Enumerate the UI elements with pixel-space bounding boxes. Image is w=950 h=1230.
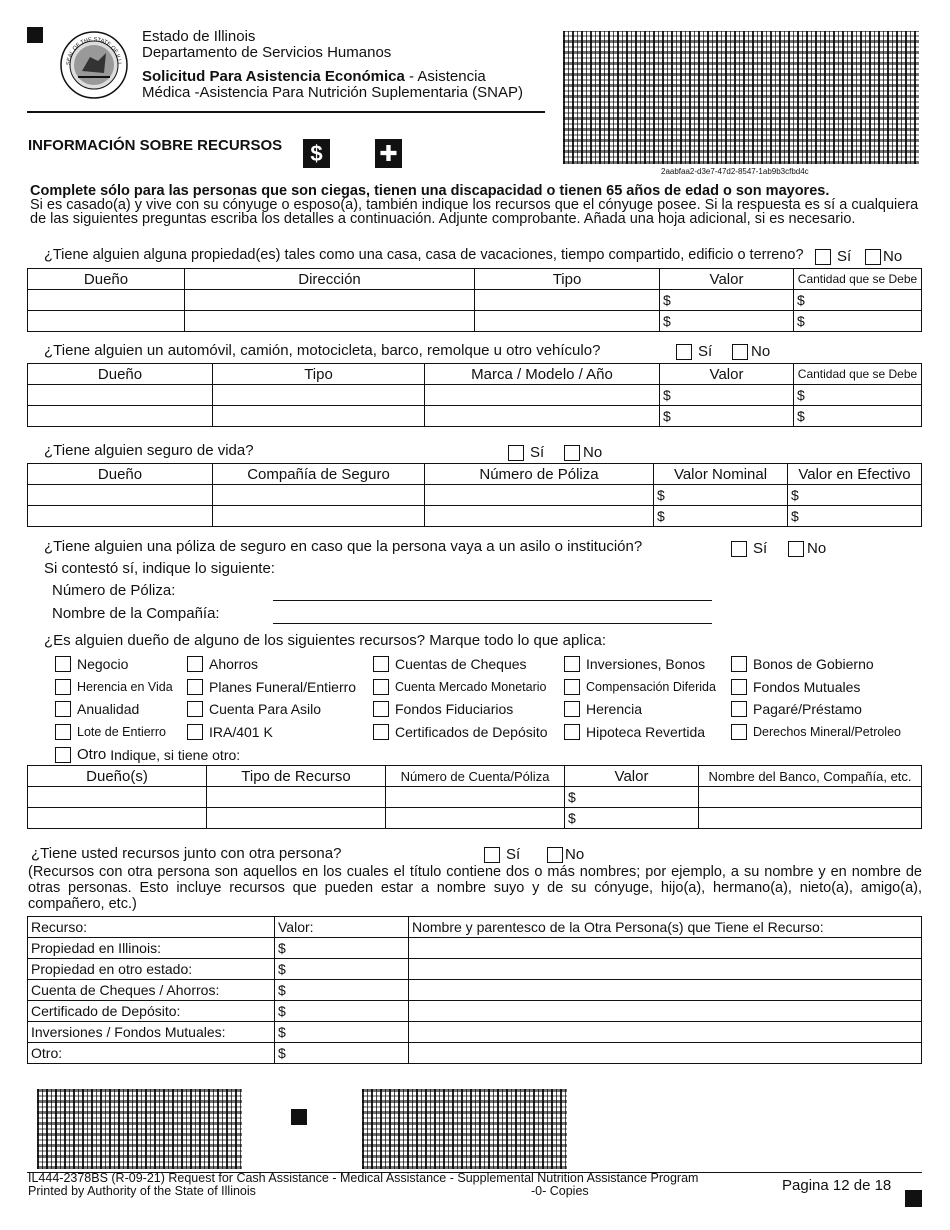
cell[interactable] [386,787,565,808]
resource-option[interactable] [731,724,901,740]
cell[interactable] [409,1043,922,1064]
state-seal-icon [60,31,128,99]
yes-label: Sí [698,343,713,360]
col-header: Nombre del Banco, Compañía, etc. [699,766,922,787]
cell[interactable] [185,290,475,311]
resource-option[interactable] [373,724,548,740]
bottom-barcode-right [362,1089,567,1169]
table-row [28,485,922,506]
cell[interactable] [425,406,660,427]
cell[interactable] [475,290,660,311]
col-header: Valor [565,766,699,787]
option-label: Negocio [77,656,129,672]
resource-option-other[interactable] [55,746,240,763]
intro-text [30,184,922,226]
corner-mark-top-left [27,27,43,43]
nursing-yes[interactable] [731,540,767,557]
cell[interactable] [185,311,475,332]
no-label: No [883,248,903,265]
cell[interactable] [213,506,425,527]
vehicle-yes[interactable] [676,343,712,360]
option-label: Otro [77,746,107,763]
cell[interactable]: $ [660,406,794,427]
checkbox[interactable] [55,656,71,672]
table-row [28,290,922,311]
checkbox[interactable] [676,344,692,360]
nursing-if-yes: Si contestó sí, indique lo siguiente: [44,560,275,577]
table-row [28,808,922,829]
policy-number-field[interactable] [273,600,712,601]
col-header: Número de Cuenta/Póliza [386,766,565,787]
checkbox[interactable] [55,701,71,717]
option-label: Ahorros [209,656,259,672]
option-label: Fondos Fiduciarios [395,701,514,717]
cell[interactable] [409,980,922,1001]
header-title-bold: Solicitud Para Asistencia Económica [142,68,405,85]
checkbox[interactable] [373,679,389,695]
cell[interactable]: $ [794,311,922,332]
cell[interactable] [409,1001,922,1022]
checkbox[interactable] [564,701,580,717]
other-note: Indique, si tiene otro: [110,746,241,763]
table-row [28,1001,922,1022]
joint-no[interactable] [547,846,584,863]
property-question: ¿Tiene alguien alguna propiedad(es) tales como una casa, casa de vacaciones, tiempo compartido, edificio o terreno? [44,247,804,263]
checkbox[interactable] [564,656,580,672]
checkbox[interactable] [564,679,580,695]
vehicle-table [27,363,922,427]
cell[interactable]: $ [275,1043,409,1064]
checkbox[interactable] [732,344,748,360]
resources-table [27,765,922,829]
cell[interactable] [28,485,213,506]
cell[interactable]: $ [794,290,922,311]
checkbox[interactable] [547,847,563,863]
joint-table [27,916,922,1064]
table-row [28,959,922,980]
cell[interactable] [28,808,207,829]
option-label: Hipoteca Revertida [586,724,706,740]
cell[interactable] [28,787,207,808]
col-header: Marca / Modelo / Año [425,364,660,385]
option-label: Anualidad [77,701,140,717]
cell[interactable] [28,506,213,527]
bottom-barcode-left [37,1089,242,1169]
option-label: Cuentas de Cheques [395,656,527,672]
resource-option[interactable] [373,656,527,672]
life-yes[interactable] [508,444,544,461]
checkbox[interactable] [55,724,71,740]
checkbox[interactable] [373,724,389,740]
row-label: Inversiones / Fondos Mutuales: [28,1022,275,1043]
option-label: Cuenta Para Asilo [209,701,322,717]
cell[interactable]: $ [565,808,699,829]
checkbox[interactable] [508,445,524,461]
option-label: Planes Funeral/Entierro [209,679,357,695]
option-label: IRA/401 K [209,724,273,740]
col-header: Valor [660,364,794,385]
col-header: Dueño [28,464,213,485]
col-header: Nombre y parentesco de la Otra Persona(s) que Tiene el Recurso: [409,917,922,938]
resource-option[interactable] [564,679,716,695]
table-row [28,1043,922,1064]
col-header: Compañía de Seguro [213,464,425,485]
resource-option[interactable] [564,701,642,717]
row-label: Otro: [28,1043,275,1064]
yes-label: Sí [506,846,521,863]
resource-option[interactable] [564,656,705,672]
cell[interactable]: $ [654,485,788,506]
corner-mark-bottom-right [905,1190,922,1207]
cell[interactable]: $ [275,980,409,1001]
col-header: Número de Póliza [425,464,654,485]
cell[interactable] [213,385,425,406]
header-state: Estado de Illinois [142,28,256,45]
cell[interactable] [213,485,425,506]
resource-option[interactable] [55,679,173,695]
cell[interactable]: $ [660,385,794,406]
col-header: Valor Nominal [654,464,788,485]
cell[interactable]: $ [794,385,922,406]
no-label: No [565,846,585,863]
resource-option[interactable] [373,701,513,717]
col-header: Valor: [275,917,409,938]
resource-option[interactable] [187,656,258,672]
header-title-line2: Médica -Asistencia Para Nutrición Suplementaria (SNAP) [142,84,523,101]
checkbox[interactable] [187,679,203,695]
checkbox[interactable] [187,656,203,672]
company-name-label: Nombre de la Compañía: [52,605,220,622]
checkbox[interactable] [373,701,389,717]
resource-option[interactable] [55,701,139,717]
cell[interactable]: $ [275,938,409,959]
checkbox[interactable] [731,656,747,672]
yes-label: Sí [753,540,768,557]
col-header: Cantidad que se Debe [794,269,922,290]
checkbox[interactable] [731,541,747,557]
cell[interactable] [28,311,185,332]
resource-option[interactable] [55,656,128,672]
resource-option[interactable] [373,679,546,695]
cell[interactable]: $ [275,959,409,980]
property-no[interactable] [865,248,902,265]
cell[interactable]: $ [794,406,922,427]
cell[interactable]: $ [275,1022,409,1043]
property-yes[interactable] [815,248,851,265]
col-header: Valor [660,269,794,290]
no-label: No [807,540,827,557]
joint-note: (Recursos con otra persona son aquellos en los cuales el título contiene dos o más nombres; por ejemplo, a su nombre y en nombre de otras personas. Esto incluye recursos que pueden estar a nombre suyo y de su cónyuge, hijo(a), hermano(a), nieto(a), amigo(a), compañero, etc.) [28,864,922,912]
row-label: Propiedad en otro estado: [28,959,275,980]
col-header: Tipo [213,364,425,385]
cell[interactable] [28,406,213,427]
cell[interactable] [425,385,660,406]
intro-bold: Complete sólo para las personas que son ciegas, tienen una discapacidad o tienen 65 años de edad o son mayores. [30,183,830,199]
cell[interactable] [699,808,922,829]
col-header: Recurso: [28,917,275,938]
option-label: Herencia [586,701,643,717]
header-title-rest: - Asistencia [404,68,486,85]
header-title [142,69,486,85]
cell[interactable] [409,1022,922,1043]
barcode-id: 2aabfaa2-d3e7-47d2-8547-1ab9b3cfbd4c [661,167,809,176]
no-label: No [751,343,771,360]
resource-option[interactable] [187,701,321,717]
col-header: Tipo de Recurso [207,766,386,787]
checkbox[interactable] [484,847,500,863]
checkbox[interactable] [788,541,804,557]
checkbox[interactable] [731,724,747,740]
checkbox[interactable] [815,249,831,265]
cell[interactable] [409,938,922,959]
cell[interactable] [699,787,922,808]
table-row [28,787,922,808]
cell[interactable] [207,787,386,808]
resource-option[interactable] [731,701,862,717]
option-label: Pagaré/Préstamo [753,701,862,717]
footer-authority: Printed by Authority of the State of Illinois [28,1184,256,1198]
policy-number-label: Número de Póliza: [52,582,176,599]
checkbox[interactable] [731,701,747,717]
option-label: Herencia en Vida [77,680,173,694]
col-header: Dirección [185,269,475,290]
vehicle-question: ¿Tiene alguien un automóvil, camión, motocicleta, barco, remolque u otro vehículo? [44,342,601,359]
col-header: Dueño [28,364,213,385]
checkbox[interactable] [187,701,203,717]
cell[interactable] [207,808,386,829]
cell[interactable] [409,959,922,980]
resource-option[interactable] [731,679,860,695]
page-number: Pagina 12 de 18 [782,1177,892,1194]
checkbox[interactable] [373,656,389,672]
resource-option[interactable] [55,724,166,740]
option-label: Lote de Entierro [77,725,166,739]
table-row [28,1022,922,1043]
cell[interactable] [28,290,185,311]
header-department: Departamento de Servicios Humanos [142,44,392,61]
cell[interactable] [425,485,654,506]
checkbox[interactable] [55,747,71,763]
col-header: Dueño(s) [28,766,207,787]
property-table [27,268,922,332]
cell[interactable] [28,385,213,406]
nursing-question: ¿Tiene alguien una póliza de seguro en caso que la persona vaya a un asilo o institución? [44,538,643,555]
checkbox[interactable] [731,679,747,695]
table-row [28,980,922,1001]
resource-option[interactable] [187,679,356,695]
row-label: Certificado de Depósito: [28,1001,275,1022]
resources-question: ¿Es alguien dueño de alguno de los siguientes recursos? Marque todo lo que aplica: [44,632,607,649]
footer-form-id: IL444-2378BS (R-09-21) Request for Cash Assistance - Medical Assistance - Supplemental Nutrition Assistance Program [28,1171,699,1185]
cell[interactable]: $ [788,506,922,527]
seal-text: SEAL OF THE STATE OF ILLI [65,36,122,66]
dollar-icon: $ [303,139,330,168]
yes-label: Sí [530,444,545,461]
cell[interactable]: $ [788,485,922,506]
checkbox[interactable] [564,724,580,740]
joint-yes[interactable] [484,846,520,863]
option-label: Fondos Mutuales [753,679,861,695]
col-header: Cantidad que se Debe [794,364,922,385]
checkbox[interactable] [55,679,71,695]
yes-label: Sí [837,248,852,265]
option-label: Bonos de Gobierno [753,656,874,672]
table-row [28,385,922,406]
table-row [28,506,922,527]
cell[interactable] [475,311,660,332]
cell[interactable] [386,808,565,829]
center-mark-bottom [291,1109,307,1125]
table-row [28,406,922,427]
medical-cross-icon: ✚ [375,139,402,168]
intro-body: Si es casado(a) y vive con su cónyuge o esposo(a), también indique los recursos que el cónyuge posee. Si la respuesta es sí a cualquiera de las siguientes preguntas escriba los detalles a continuación. Adjunte comprobante. Añada una hoja adicional, si es necesario. [30,197,919,227]
resource-option[interactable] [187,724,273,740]
option-label: Certificados de Depósito [395,724,548,740]
cell[interactable] [425,506,654,527]
section-title: INFORMACIÓN SOBRE RECURSOS [28,137,283,154]
footer-copies: -0- Copies [531,1184,589,1198]
row-label: Cuenta de Cheques / Ahorros: [28,980,275,1001]
cell[interactable] [213,406,425,427]
cell[interactable]: $ [654,506,788,527]
no-label: No [583,444,603,461]
top-barcode [563,31,919,164]
cell[interactable]: $ [660,290,794,311]
checkbox[interactable] [187,724,203,740]
row-label: Propiedad en Illinois: [28,938,275,959]
checkbox[interactable] [564,445,580,461]
resource-option[interactable] [564,724,705,740]
life-table [27,463,922,527]
cell[interactable]: $ [565,787,699,808]
option-label: Inversiones, Bonos [586,656,706,672]
resource-option[interactable] [731,656,874,672]
option-label: Derechos Mineral/Petroleo [753,725,901,739]
life-no[interactable] [564,444,602,461]
col-header: Tipo [475,269,660,290]
cell[interactable]: $ [660,311,794,332]
table-row [28,311,922,332]
company-name-field[interactable] [273,623,712,624]
header-rule [27,111,545,113]
col-header: Valor en Efectivo [788,464,922,485]
nursing-no[interactable] [788,540,826,557]
vehicle-no[interactable] [732,343,770,360]
option-label: Compensación Diferida [586,680,716,694]
option-label: Cuenta Mercado Monetario [395,680,547,694]
cell[interactable]: $ [275,1001,409,1022]
life-question: ¿Tiene alguien seguro de vida? [44,442,254,459]
col-header: Dueño [28,269,185,290]
table-row [28,938,922,959]
checkbox[interactable] [865,249,881,265]
joint-question: ¿Tiene usted recursos junto con otra persona? [31,845,342,862]
